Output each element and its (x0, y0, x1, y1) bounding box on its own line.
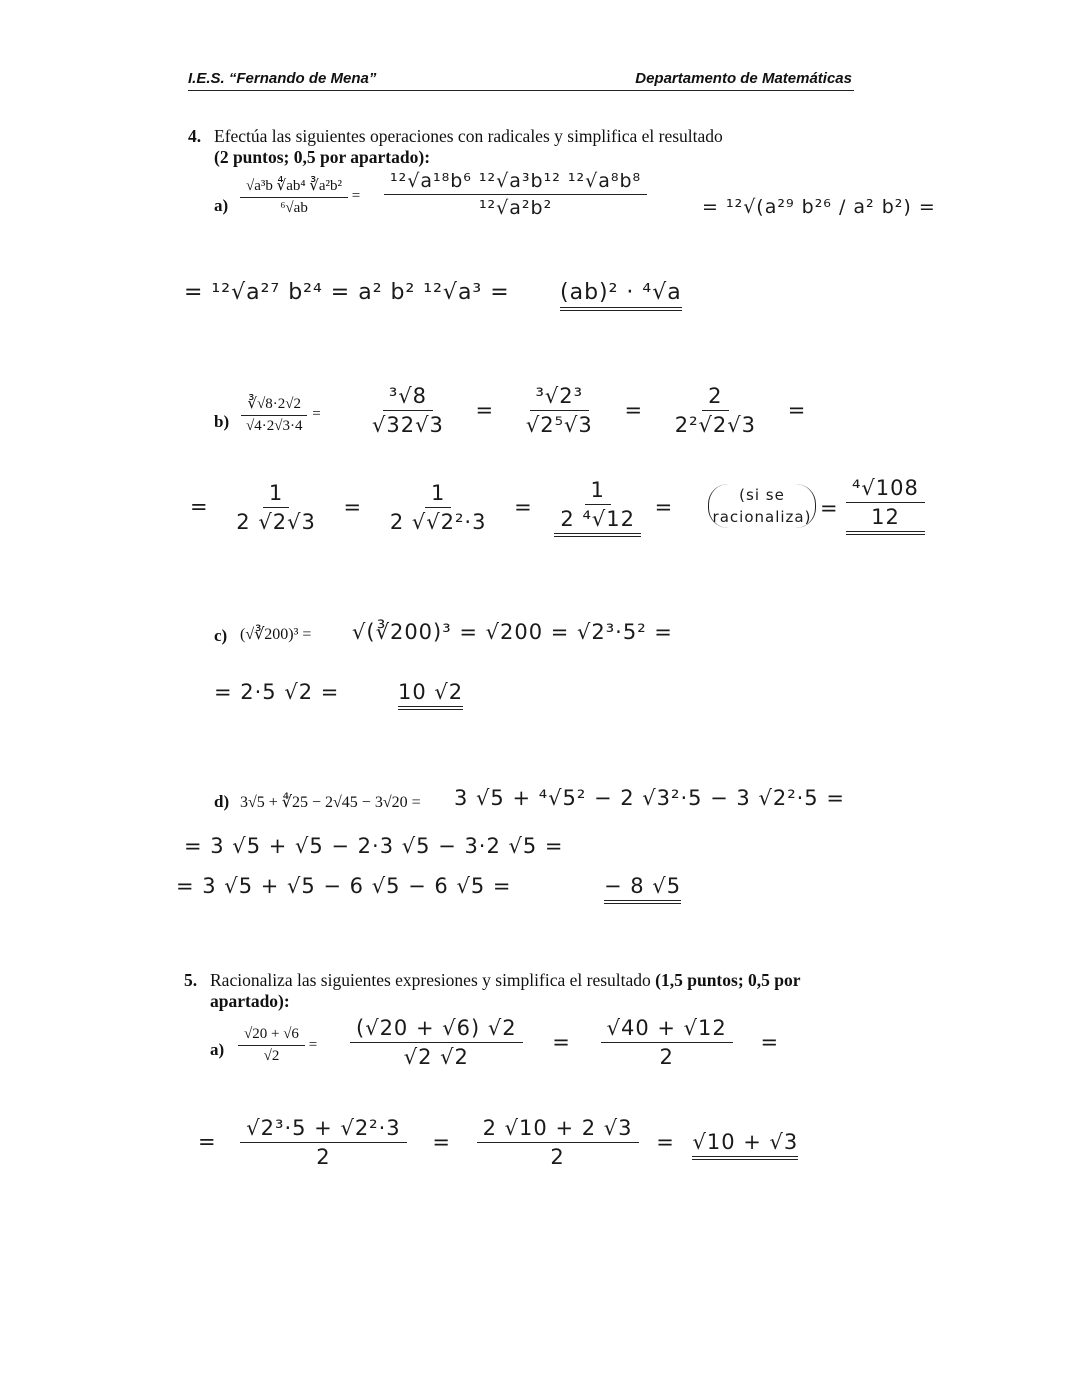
part-4b-result (846, 476, 925, 535)
part-4b-label: b) (214, 412, 230, 431)
problem-5-points-cont: apartado): (210, 991, 290, 1011)
part-4b-s3-numerator: 2 (702, 384, 728, 411)
part-4a-step1-numerator: ¹²√a¹⁸b⁶ ¹²√a³b¹² ¹²√a⁸b⁸ (384, 170, 647, 195)
part-4b-t2-numerator: 1 (425, 481, 451, 508)
part-4b-result-denominator: 12 (871, 505, 900, 529)
part-5a-t2-denominator: 2 (550, 1145, 565, 1169)
part-4c-label: c) (214, 626, 228, 645)
problem-4-points: (2 puntos; 0,5 por apartado): (214, 147, 431, 167)
part-4b-s2-numerator: ³√2³ (530, 384, 590, 411)
part-4b-t1-numerator: 1 (263, 481, 289, 508)
part-4b-step-row2: = $\frac{1}{2 √2√3}$ = $\frac{1}{\text{2 √√2²·3}}$ = $\frac{1}{\text{2 ⁴√12}}$ = (190, 478, 679, 537)
part-5a-result: √10 + √3 (692, 1130, 798, 1160)
part-4a-step2: = ¹²√(a²⁹ b²⁶ / a² b²) = (702, 196, 936, 218)
part-4b-result-numerator: ⁴√108 (846, 476, 925, 503)
part-4a-result: (ab)² · ⁴√a (560, 280, 682, 311)
part-4a-given-numerator: √a³b ∜ab⁴ ∛a²b² (240, 176, 348, 198)
part-4a-label: a) (214, 196, 229, 215)
department-name: Departamento de Matemáticas (635, 70, 852, 87)
part-4b-s1-numerator: ³√8 (383, 384, 433, 411)
part-4d-given: 3√5 + ∜25 − 2√45 − 3√20 = (240, 794, 421, 811)
part-4b-s3-denominator: 2²√2√3 (674, 413, 756, 437)
part-5a-t1-denominator: 2 (316, 1145, 331, 1169)
part-4d-line1: = 3 √5 + √5 − 2·3 √5 − 3·2 √5 = (184, 834, 564, 858)
part-4d-result: − 8 √5 (604, 874, 681, 904)
part-5a-s2-numerator: √40 + √12 (601, 1016, 733, 1043)
part-4b-note: (si se racionaliza) (708, 484, 816, 528)
problem-5-points: (1,5 puntos; 0,5 por (655, 970, 801, 990)
part-4b-step-row1: $\frac{\text{³√8}}{√32√3}$ = $\frac{\text{³√2³}}{\text{√2⁵√3}}$ = $\frac{2}{\text{2²√2√3}}$ = (366, 384, 806, 437)
problem-5-statement (184, 970, 864, 1012)
part-5a-label: a) (210, 1040, 225, 1059)
problem-4-number: 4. (188, 126, 202, 146)
part-4a-given (240, 176, 360, 217)
school-name: I.E.S. “Fernando de Mena” (188, 70, 377, 87)
part-4b-t1-denominator: 2 √2√3 (236, 510, 316, 534)
header-divider (188, 90, 854, 91)
part-4c-given: (√∛200)³ = (240, 626, 312, 643)
part-4b-equals: = (312, 405, 321, 422)
part-4b-t2-denominator: 2 √√2²·3 (389, 510, 487, 534)
part-4b-t3-numerator: 1 (585, 478, 611, 505)
part-4a-equals: = (351, 187, 361, 204)
part-4b-s2-denominator: √2⁵√3 (525, 413, 593, 437)
part-4d-label: d) (214, 792, 230, 811)
part-5a-step-row2: = $\frac{\text{√2³·5 + √2²·3}}{2}$ = $\frac{2 √10 + 2 √3}{2}$ = √10 + √3 (198, 1116, 799, 1169)
part-4a-given-denominator: ⁶√ab (280, 200, 308, 216)
part-5a-s2-denominator: 2 (659, 1045, 674, 1069)
part-4c-line1: √(∛200)³ = √200 = √2³·5² = (352, 620, 673, 644)
part-5a-given-denominator: √2 (263, 1048, 280, 1064)
part-4a-step1 (384, 170, 647, 219)
part-4b-given-denominator: √4·2√3·4 (246, 418, 303, 434)
part-4d-line2: = 3 √5 + √5 − 6 √5 − 6 √5 = (176, 874, 512, 898)
part-5a-t1-numerator: √2³·5 + √2²·3 (240, 1116, 406, 1143)
part-4b-given-numerator: ∛√8·2√2 (241, 394, 307, 416)
part-4d-line0: 3 √5 + ⁴√5² − 2 √3²·5 − 3 √2²·5 = (454, 786, 845, 810)
problem-4-text: Efectúa las siguientes operaciones con radicales y simplifica el resultado (214, 126, 723, 146)
part-4a-line2: = ¹²√a²⁷ b²⁴ = a² b² ¹²√a³ = (184, 280, 510, 305)
part-4b-given (240, 394, 321, 435)
part-5a-s1-denominator: √2 √2 (403, 1045, 469, 1069)
part-5a-given-numerator: √20 + √6 (238, 1026, 305, 1046)
part-4b-s1-denominator: √32√3 (372, 413, 444, 437)
part-5a-step-row1: $\frac{(√20 + √6) √2}{√2 √2}$ = $\frac{√40 + √12}{2}$ = (350, 1016, 779, 1069)
part-5a-equals: = (308, 1036, 318, 1053)
part-4b-eq-final: = (820, 496, 839, 520)
part-4a-step1-denominator: ¹²√a²b² (478, 197, 553, 219)
part-5a-t2-numerator: 2 √10 + 2 √3 (477, 1116, 639, 1143)
problem-5-number: 5. (184, 970, 198, 990)
problem-5-text: Racionaliza las siguientes expresiones y simplifica el resultado (210, 970, 651, 990)
part-4b-t3-denominator: 2 ⁴√12 (560, 507, 635, 531)
part-5a-given (238, 1026, 317, 1065)
part-4c-line2: = 2·5 √2 = (214, 680, 340, 704)
part-4c-result: 10 √2 (398, 680, 463, 710)
part-5a-s1-numerator: (√20 + √6) √2 (350, 1016, 523, 1043)
problem-4-statement (188, 126, 858, 168)
